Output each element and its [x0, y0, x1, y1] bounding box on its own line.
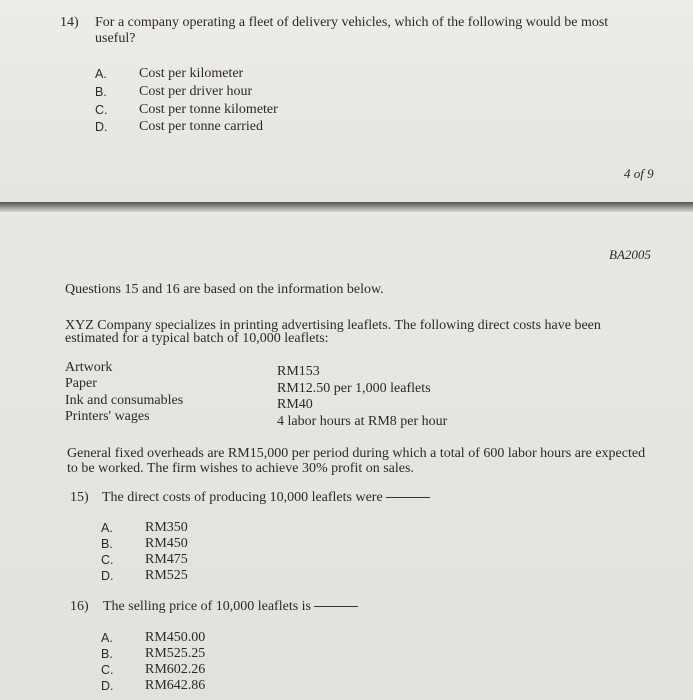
q14-question-line1: For a company operating a fleet of delivery vehicles, which of the following would be most	[95, 15, 609, 30]
q14-option-a-text: Cost per kilometer	[139, 66, 244, 81]
q16-option-b-letter: B.	[101, 647, 113, 661]
scenario-line1: XYZ Company specializes in printing advertising leaflets. The following direct costs have been	[65, 318, 601, 333]
q16-option-a-text: RM450.00	[145, 630, 206, 645]
q16-option-c-text: RM602.26	[145, 662, 206, 677]
q14-option-b-text: Cost per driver hour	[139, 84, 253, 99]
overheads-line2: to be worked. The firm wishes to achieve 30% profit on sales.	[67, 461, 414, 476]
q15-option-b-text: RM450	[145, 536, 188, 551]
q14-number: 14)	[60, 15, 79, 30]
q15-option-d-text: RM525	[145, 568, 188, 583]
course-code: BA2005	[609, 247, 651, 262]
cost-value-ink: RM40	[277, 397, 313, 412]
intro-text: Questions 15 and 16 are based on the information below.	[65, 282, 384, 297]
cost-item-wages: Printers' wages	[65, 409, 150, 424]
cost-item-artwork: Artwork	[65, 360, 113, 375]
q14-option-c-letter: C.	[95, 103, 108, 117]
cost-value-artwork: RM153	[277, 364, 320, 379]
q16-option-d-text: RM642.86	[145, 678, 206, 693]
q16-number: 16)	[70, 599, 89, 614]
q15-option-a-text: RM350	[145, 520, 188, 535]
q15-question	[102, 490, 430, 506]
page-break-shadow	[0, 202, 693, 212]
answer-blank	[314, 606, 358, 607]
q14-option-c-text: Cost per tonne kilometer	[139, 102, 278, 117]
cost-item-ink: Ink and consumables	[65, 393, 184, 408]
answer-blank	[386, 497, 430, 498]
q16-question-text: The selling price of 10,000 leaflets is	[103, 599, 311, 614]
q15-option-c-text: RM475	[145, 552, 188, 567]
q16-option-b-text: RM525.25	[145, 646, 206, 661]
overheads-line1: General fixed overheads are RM15,000 per period during which a total of 600 labor hours are expected	[67, 446, 646, 461]
scenario-line2: estimated for a typical batch of 10,000 leaflets:	[65, 331, 329, 346]
q14-option-a-letter: A.	[95, 67, 107, 81]
q15-option-d-letter: D.	[101, 569, 114, 583]
cost-value-paper: RM12.50 per 1,000 leaflets	[277, 381, 431, 396]
q15-option-c-letter: C.	[101, 553, 114, 567]
q14-option-d-letter: D.	[95, 120, 108, 134]
q16-option-a-letter: A.	[101, 631, 113, 645]
page-number: 4 of 9	[624, 166, 654, 181]
q15-option-a-letter: A.	[101, 521, 113, 535]
q16-option-c-letter: C.	[101, 663, 114, 677]
q16-option-d-letter: D.	[101, 679, 114, 693]
q15-number: 15)	[70, 490, 89, 505]
q14-option-b-letter: B.	[95, 85, 107, 99]
cost-item-paper: Paper	[65, 376, 97, 391]
q14-question-line2: useful?	[95, 31, 136, 46]
q15-option-b-letter: B.	[101, 537, 113, 551]
q14-option-d-text: Cost per tonne carried	[139, 119, 264, 134]
cost-value-wages: 4 labor hours at RM8 per hour	[277, 414, 448, 429]
q16-question	[103, 599, 358, 615]
q15-question-text: The direct costs of producing 10,000 leaflets were	[102, 490, 383, 505]
